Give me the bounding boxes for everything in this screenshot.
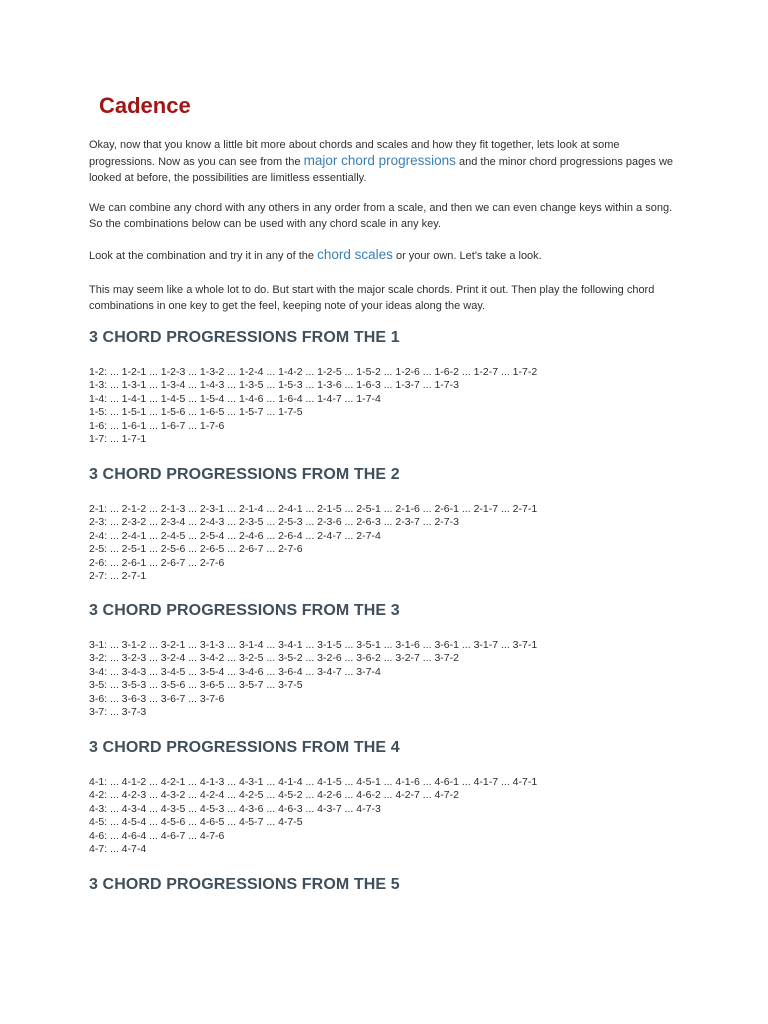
- progression-line: 2-3: ... 2-3-2 ... 2-3-4 ... 2-4-3 ... 2-3-5 ... 2-5-3 ... 2-3-6 ... 2-6-3 ... 2-3-7 ... 2-7-3: [89, 516, 459, 529]
- major-chord-progressions-link[interactable]: major chord progressions: [303, 153, 456, 168]
- progression-line: 3-6: ... 3-6-3 ... 3-6-7 ... 3-7-6: [89, 692, 225, 705]
- progression-line: 4-2: ... 4-2-3 ... 4-3-2 ... 4-2-4 ... 4-2-5 ... 4-5-2 ... 4-2-6 ... 4-6-2 ... 4-2-7 ... 4-7-2: [89, 789, 459, 802]
- progression-line: 2-5: ... 2-5-1 ... 2-5-6 ... 2-6-5 ... 2-6-7 ... 2-7-6: [89, 543, 303, 556]
- intro-paragraph-2: We can combine any chord with any others in any order from a scale, and then we can even change keys within a song. So the combinations below can be used with any chord scale in any key.: [89, 202, 673, 230]
- progression-list-from-3: [89, 639, 729, 719]
- progression-line: 4-6: ... 4-6-4 ... 4-6-7 ... 4-7-6: [89, 829, 225, 842]
- intro-text: Okay, now that you know a little bit more about chords and scales and how they fit together, lets look at some progressions. Now as you can see from the: [89, 139, 620, 168]
- progression-line: 1-2: ... 1-2-1 ... 1-2-3 ... 1-3-2 ... 1-2-4 ... 1-4-2 ... 1-2-5 ... 1-5-2 ... 1-2-6 ... 1-6-2 ... 1-2-7 ... 1-7-2: [89, 366, 538, 378]
- progression-list-from-1: [89, 366, 729, 446]
- chord-scales-link[interactable]: chord scales: [317, 247, 393, 262]
- progression-line: 3-7: ... 3-7-3: [89, 706, 147, 719]
- progression-line: 1-4: ... 1-4-1 ... 1-4-5 ... 1-5-4 ... 1-4-6 ... 1-6-4 ... 1-4-7 ... 1-7-4: [89, 392, 381, 405]
- progression-line: 4-1: ... 4-1-2 ... 4-2-1 ... 4-1-3 ... 4-3-1 ... 4-1-4 ... 4-1-5 ... 4-5-1 ... 4-1-6 ... 4-6-1 ... 4-1-7 ... 4-7-1: [89, 776, 538, 788]
- progression-line: 4-7: ... 4-7-4: [89, 843, 147, 856]
- progression-line: 3-2: ... 3-2-3 ... 3-2-4 ... 3-4-2 ... 3-2-5 ... 3-5-2 ... 3-2-6 ... 3-6-2 ... 3-2-7 ... 3-7-2: [89, 652, 459, 665]
- intro-paragraph-1: [89, 137, 679, 186]
- section-heading-from-4: 3 CHORD PROGRESSIONS FROM THE 4: [89, 739, 400, 756]
- progression-line: 2-6: ... 2-6-1 ... 2-6-7 ... 2-7-6: [89, 556, 225, 569]
- progression-line: 1-3: ... 1-3-1 ... 1-3-4 ... 1-4-3 ... 1-3-5 ... 1-5-3 ... 1-3-6 ... 1-6-3 ... 1-3-7 ... 1-7-3: [89, 379, 459, 392]
- progression-line: 1-6: ... 1-6-1 ... 1-6-7 ... 1-7-6: [89, 419, 225, 432]
- intro-paragraph-3: [89, 247, 679, 264]
- page-title: Cadence: [99, 93, 191, 118]
- intro-text: and the minor chord progressions pages we looked at before, the possibilities are limitless essentially.: [89, 156, 674, 184]
- intro-paragraph-4: This may seem like a whole lot to do. But start with the major scale chords. Print it out. Then play the following chord combinations in one key to get the feel, keeping note of your ideas along the way.: [89, 284, 655, 312]
- progression-list-from-4: [89, 776, 729, 856]
- section-heading-from-2: 3 CHORD PROGRESSIONS FROM THE 2: [89, 466, 400, 483]
- section-heading-from-1: 3 CHORD PROGRESSIONS FROM THE 1: [89, 329, 400, 346]
- progression-line: 2-4: ... 2-4-1 ... 2-4-5 ... 2-5-4 ... 2-4-6 ... 2-6-4 ... 2-4-7 ... 2-7-4: [89, 529, 381, 542]
- progression-line: 2-1: ... 2-1-2 ... 2-1-3 ... 2-3-1 ... 2-1-4 ... 2-4-1 ... 2-1-5 ... 2-5-1 ... 2-1-6 ... 2-6-1 ... 2-1-7 ... 2-7-1: [89, 503, 538, 515]
- intro-text: or your own. Let's take a look.: [392, 250, 542, 262]
- progression-line: 1-7: ... 1-7-1: [89, 433, 147, 446]
- progression-line: 2-7: ... 2-7-1: [89, 570, 147, 583]
- progression-line: 4-3: ... 4-3-4 ... 4-3-5 ... 4-5-3 ... 4-3-6 ... 4-6-3 ... 4-3-7 ... 4-7-3: [89, 802, 381, 815]
- progression-line: 3-1: ... 3-1-2 ... 3-2-1 ... 3-1-3 ... 3-1-4 ... 3-4-1 ... 3-1-5 ... 3-5-1 ... 3-1-6 ... 3-6-1 ... 3-1-7 ... 3-7-1: [89, 639, 538, 651]
- section-heading-from-3: 3 CHORD PROGRESSIONS FROM THE 3: [89, 602, 400, 619]
- progression-list-from-2: [89, 503, 729, 583]
- intro-text: Look at the combination and try it in any of the: [89, 250, 318, 262]
- progression-line: 1-5: ... 1-5-1 ... 1-5-6 ... 1-6-5 ... 1-5-7 ... 1-7-5: [89, 406, 303, 419]
- progression-line: 3-5: ... 3-5-3 ... 3-5-6 ... 3-6-5 ... 3-5-7 ... 3-7-5: [89, 679, 303, 692]
- progression-line: 3-4: ... 3-4-3 ... 3-4-5 ... 3-5-4 ... 3-4-6 ... 3-6-4 ... 3-4-7 ... 3-7-4: [89, 665, 381, 678]
- section-heading-from-5: 3 CHORD PROGRESSIONS FROM THE 5: [89, 876, 400, 893]
- progression-line: 4-5: ... 4-5-4 ... 4-5-6 ... 4-6-5 ... 4-5-7 ... 4-7-5: [89, 816, 303, 829]
